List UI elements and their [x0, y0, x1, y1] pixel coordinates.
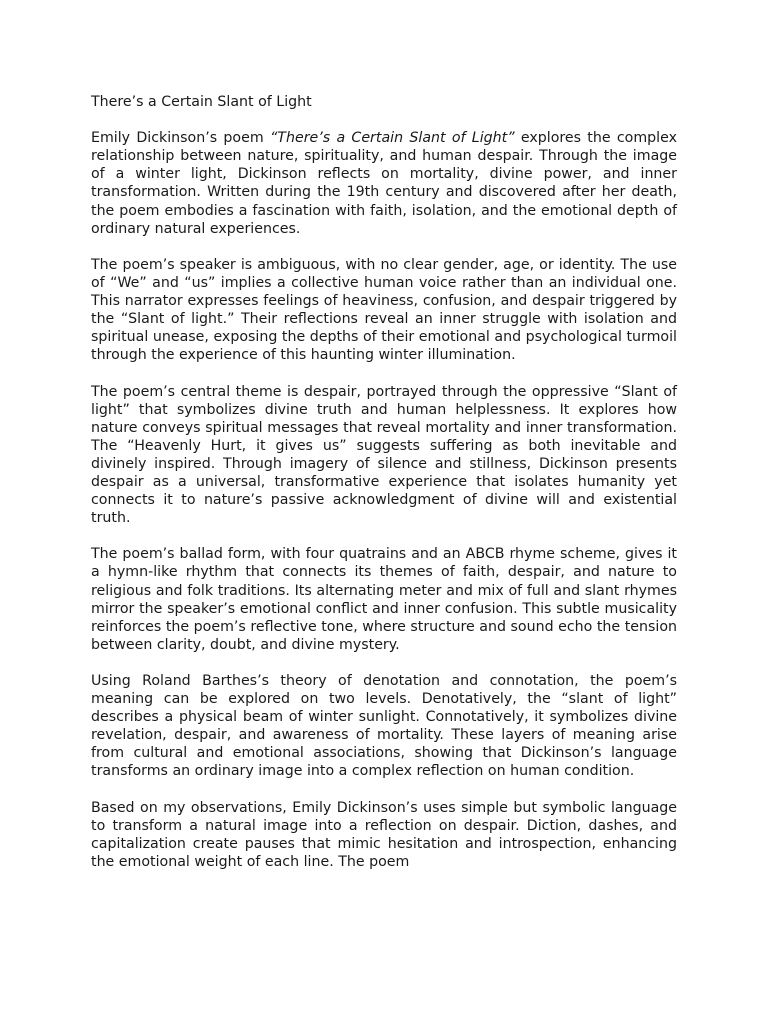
intro-rest: explores the complex relationship between nature, spirituality, and human despair. Through the image of a winter light, Dickinson reflects on mortality, divine power, and inner transformation. Written during the 19th century and discovered after her death, the poem embodies a fascination with faith, isolation, and the emotional depth of ordinary natural experiences.: [91, 130, 677, 237]
paragraph-form: The poem’s ballad form, with four quatrains and an ABCB rhyme scheme, gives it a hymn-like rhythm that connects its themes of faith, despair, and nature to religious and folk traditions. Its alternating meter and mix of full and slant rhymes mirror the speaker’s emotional conflict and inner confusion. This subtle musicality reinforces the poem’s reflective tone, where structure and sound echo the tension between clarity, doubt, and divine mystery.: [91, 546, 677, 653]
intro-lead: Emily Dickinson’s poem: [91, 130, 270, 147]
paragraph-speaker: The poem’s speaker is ambiguous, with no clear gender, age, or identity. The use of “We” and “us” implies a collective human voice rather than an individual one. This narrator expresses feelings of heaviness, confusion, and despair triggered by the “Slant of light.” Their reflections reveal an inner struggle with isolation and spiritual unease, exposing the depths of their emotional and psychological turmoil through the experience of this haunting winter illumination.: [91, 256, 677, 364]
document-page: [91, 93, 677, 871]
paragraph-observations: Based on my observations, Emily Dickinson’s uses simple but symbolic language to transform a natural image into a reflection on despair. Diction, dashes, and capitalization create pauses that mimic hesitation and introspection, enhancing the emotional weight of each line. The poem: [91, 799, 677, 870]
paragraph-theme: The poem’s central theme is despair, portrayed through the oppressive “Slant of light” that symbolizes divine truth and human helplessness. It explores how nature conveys spiritual messages that reveal mortality and inner transformation. The “Heavenly Hurt, it gives us” suggests suffering as both inevitable and divinely inspired. Through imagery of silence and stillness, Dickinson presents despair as a universal, transformative experience that isolates humanity yet connects it to nature’s passive acknowledgment of divine will and existential truth.: [91, 383, 677, 527]
paragraph-barthes: Using Roland Barthes’s theory of denotation and connotation, the poem’s meaning can be explored on two levels. Denotatively, the “slant of light” describes a physical beam of winter sunlight. Connotatively, it symbolizes divine revelation, despair, and awareness of mortality. These layers of meaning arise from cultural and emotional associations, showing that Dickinson’s language transforms an ordinary image into a complex reflection on human condition.: [91, 673, 677, 780]
document-title: There’s a Certain Slant of Light: [91, 94, 312, 110]
paragraph-intro: [91, 129, 677, 238]
poem-title-italic: “There’s a Certain Slant of Light”: [269, 130, 515, 147]
